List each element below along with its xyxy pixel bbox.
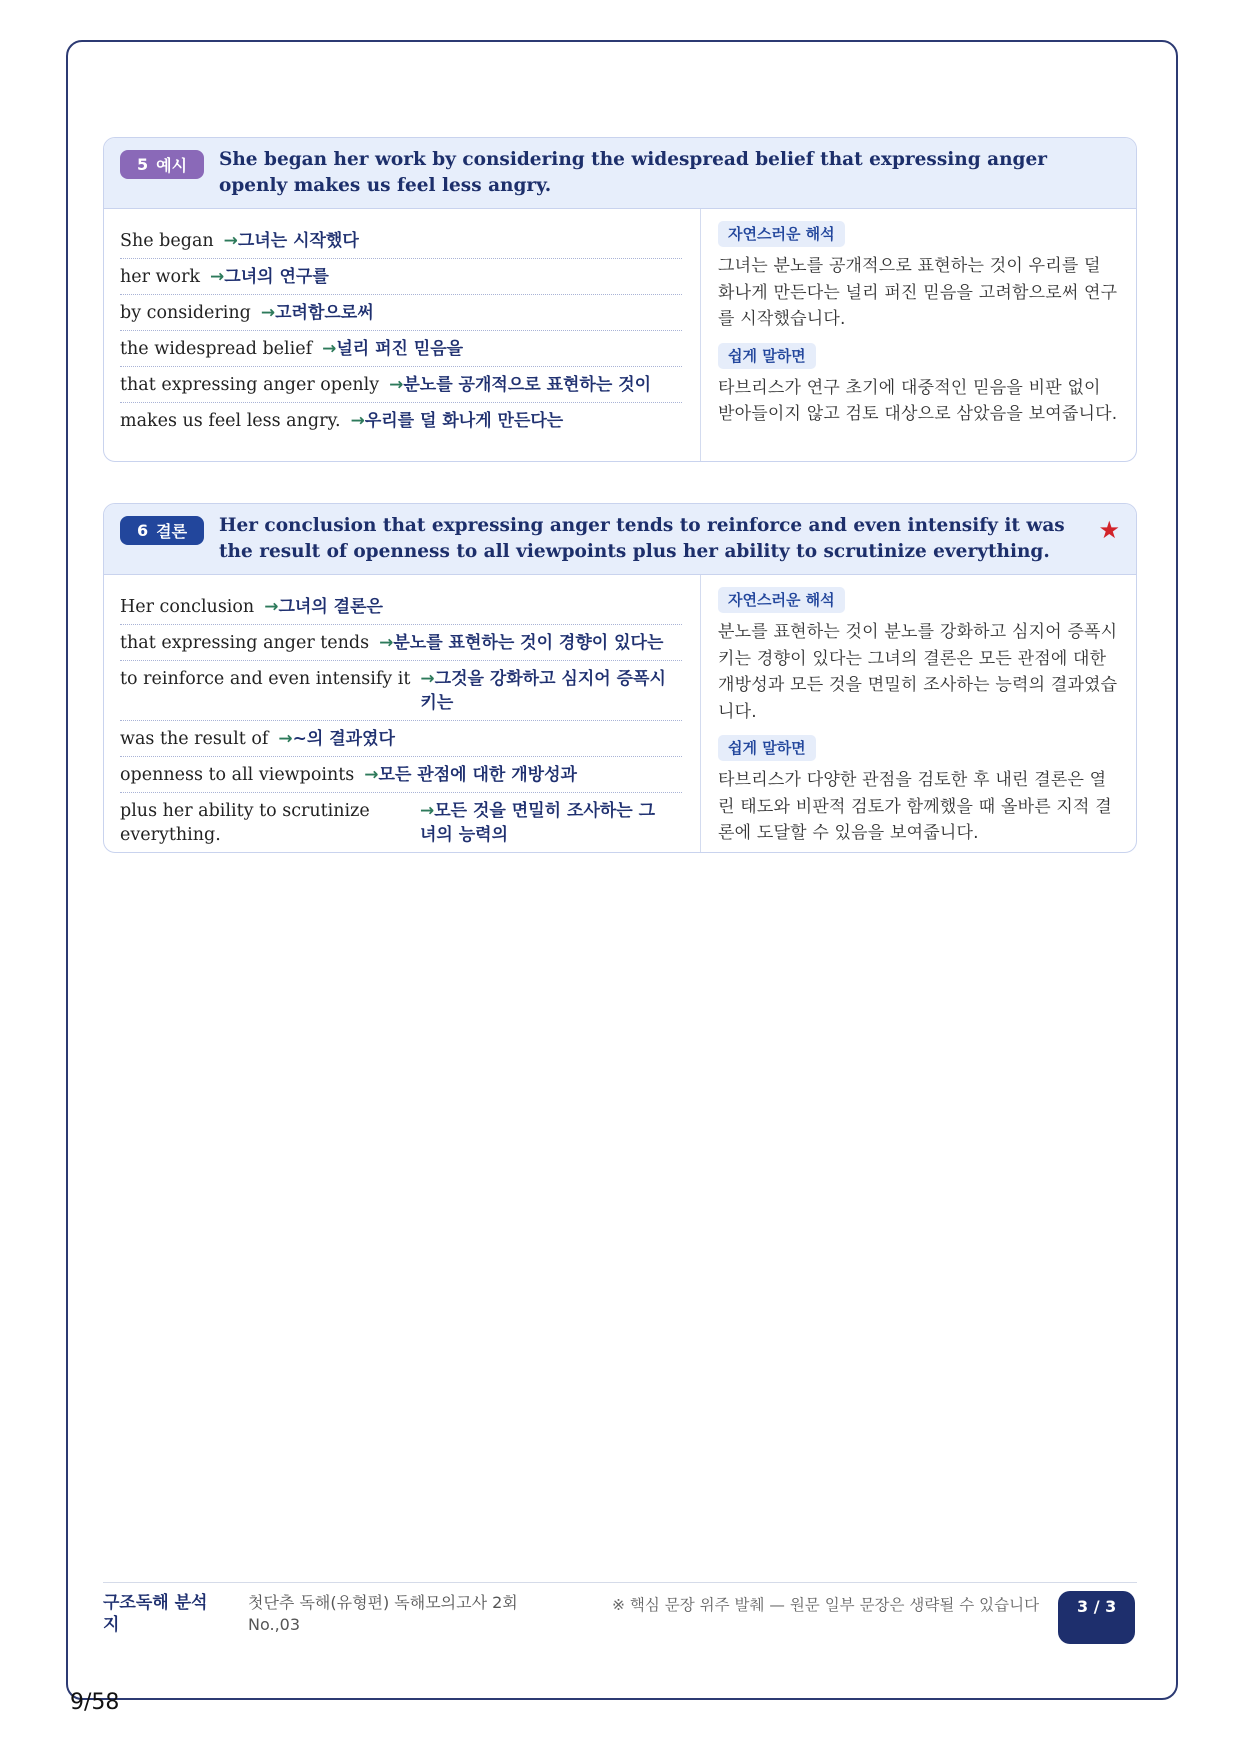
chunk-row — [120, 757, 682, 793]
chunk-english: that expressing anger tends — [120, 633, 370, 653]
chunk-english: was the result of — [120, 729, 269, 749]
badge-label: 결론 — [156, 522, 188, 541]
arrow-icon: → — [260, 303, 276, 323]
chunk-english: her work — [120, 267, 201, 287]
sentence-card-5 — [103, 137, 1137, 462]
sentence-badge — [120, 516, 204, 545]
easy-explanation-text: 타브리스가 연구 초기에 대중적인 믿음을 비판 없이 받아들이지 않고 검토 대상으로 삼았음을 보여줍니다. — [718, 377, 1118, 424]
original-sentence: Her conclusion that expressing anger tends to reinforce and even intensify it was the result of openness to all viewpoints plus her ability to scrutinize everything. — [219, 515, 1065, 562]
arrow-icon: → — [223, 231, 238, 251]
chunk-english: makes us feel less angry. — [120, 411, 341, 431]
footer-divider — [103, 1582, 1137, 1583]
arrow-icon: → — [322, 339, 337, 359]
chunk-row — [120, 367, 682, 403]
chunk-english: the widespread belief — [120, 339, 313, 359]
natural-translation-text: 분노를 표현하는 것이 분노를 강화하고 심지어 증폭시키는 경향이 있다는 그녀의 결론은 모든 관점에 대한 개방성과 모든 것을 면밀히 조사하는 능력의 결과였습니다. — [718, 622, 1118, 722]
natural-translation-tag: 자연스러운 해석 — [718, 221, 845, 247]
natural-translation-tag: 자연스러운 해석 — [718, 587, 845, 613]
chunk-row — [120, 589, 682, 625]
arrow-icon: → — [420, 801, 435, 821]
sentence-badge — [120, 150, 204, 179]
footer-subtitle — [248, 1592, 518, 1636]
chunk-english: to reinforce and even intensify it — [120, 669, 411, 689]
chunk-row — [120, 259, 682, 295]
footer-note: ※ 핵심 문장 위주 발췌 — 원문 일부 문장은 생략될 수 있습니다 — [612, 1596, 1040, 1614]
easy-explanation-tag: 쉽게 말하면 — [718, 735, 816, 761]
translation-panel — [701, 575, 1136, 853]
chunk-korean: 분노를 공개적으로 표현하는 것이 — [403, 375, 652, 395]
badge-number: 5 — [136, 155, 149, 174]
natural-translation-text: 그녀는 분노를 공개적으로 표현하는 것이 우리를 덜 화나게 만든다는 널리 퍼진 믿음을 고려함으로써 연구를 시작했습니다. — [718, 256, 1118, 329]
chunk-list — [104, 575, 701, 853]
chunk-row — [120, 403, 682, 438]
chunk-korean: 그녀의 연구를 — [224, 267, 329, 287]
arrow-icon: → — [264, 597, 279, 617]
chunk-korean: 우리를 덜 화나게 만든다는 — [364, 411, 564, 431]
chunk-row — [120, 721, 682, 757]
arrow-icon: → — [420, 669, 435, 689]
card-header — [104, 504, 1136, 575]
badge-label: 예시 — [156, 156, 188, 175]
easy-explanation-tag: 쉽게 말하면 — [718, 343, 816, 369]
chunk-row — [120, 625, 682, 661]
chunk-korean: 모든 관점에 대한 개방성과 — [378, 765, 577, 785]
star-icon: ★ — [1098, 516, 1120, 544]
chunk-korean: ~의 결과였다 — [292, 729, 395, 749]
chunk-row — [120, 793, 682, 852]
chunk-row — [120, 223, 682, 259]
arrow-icon: → — [278, 729, 293, 749]
arrow-icon: → — [210, 267, 225, 287]
chunk-korean: 고려함으로써 — [275, 303, 374, 323]
translation-panel — [701, 209, 1136, 462]
chunk-row — [120, 661, 682, 721]
chunk-korean: 널리 퍼진 믿음을 — [336, 339, 464, 359]
sentence-card-6 — [103, 503, 1137, 853]
sheet-counter: 9/58 — [70, 1690, 120, 1715]
chunk-korean: 모든 것을 면밀히 조사하는 그녀의 능력의 — [420, 801, 655, 845]
chunk-list — [104, 209, 701, 462]
badge-number: 6 — [136, 521, 149, 540]
card-header — [104, 138, 1136, 209]
chunk-english: by considering — [120, 303, 251, 323]
footer-number: No.,03 — [248, 1615, 301, 1634]
easy-explanation-text: 타브리스가 다양한 관점을 검토한 후 내린 결론은 열린 태도와 비판적 검토가 함께했을 때 올바른 지적 결론에 도달할 수 있음을 보여줍니다. — [718, 770, 1112, 843]
chunk-english: openness to all viewpoints — [120, 765, 355, 785]
arrow-icon: → — [389, 375, 404, 395]
page-indicator: 3 / 3 — [1058, 1591, 1135, 1644]
chunk-english: Her conclusion — [120, 597, 255, 617]
chunk-korean: 그녀의 결론은 — [278, 597, 383, 617]
chunk-row — [120, 295, 682, 331]
original-sentence: She began her work by considering the widespread belief that expressing anger openly makes us feel less angry. — [219, 149, 1047, 196]
chunk-english: She began — [120, 231, 214, 251]
chunk-korean: 그녀는 시작했다 — [237, 231, 359, 251]
arrow-icon: → — [379, 633, 394, 653]
chunk-row — [120, 331, 682, 367]
arrow-icon: → — [350, 411, 365, 431]
footer-title: 구조독해 분석지 — [103, 1593, 208, 1635]
chunk-korean: 분노를 표현하는 것이 경향이 있다는 — [393, 633, 664, 653]
arrow-icon: → — [364, 765, 379, 785]
footer-book-title: 첫단추 독해(유형편) 독해모의고사 2회 — [248, 1593, 518, 1612]
chunk-korean: 그것을 강화하고 심지어 증폭시키는 — [420, 669, 666, 713]
chunk-english: plus her ability to scrutinize everything. — [120, 801, 370, 845]
chunk-english: that expressing anger openly — [120, 375, 380, 395]
